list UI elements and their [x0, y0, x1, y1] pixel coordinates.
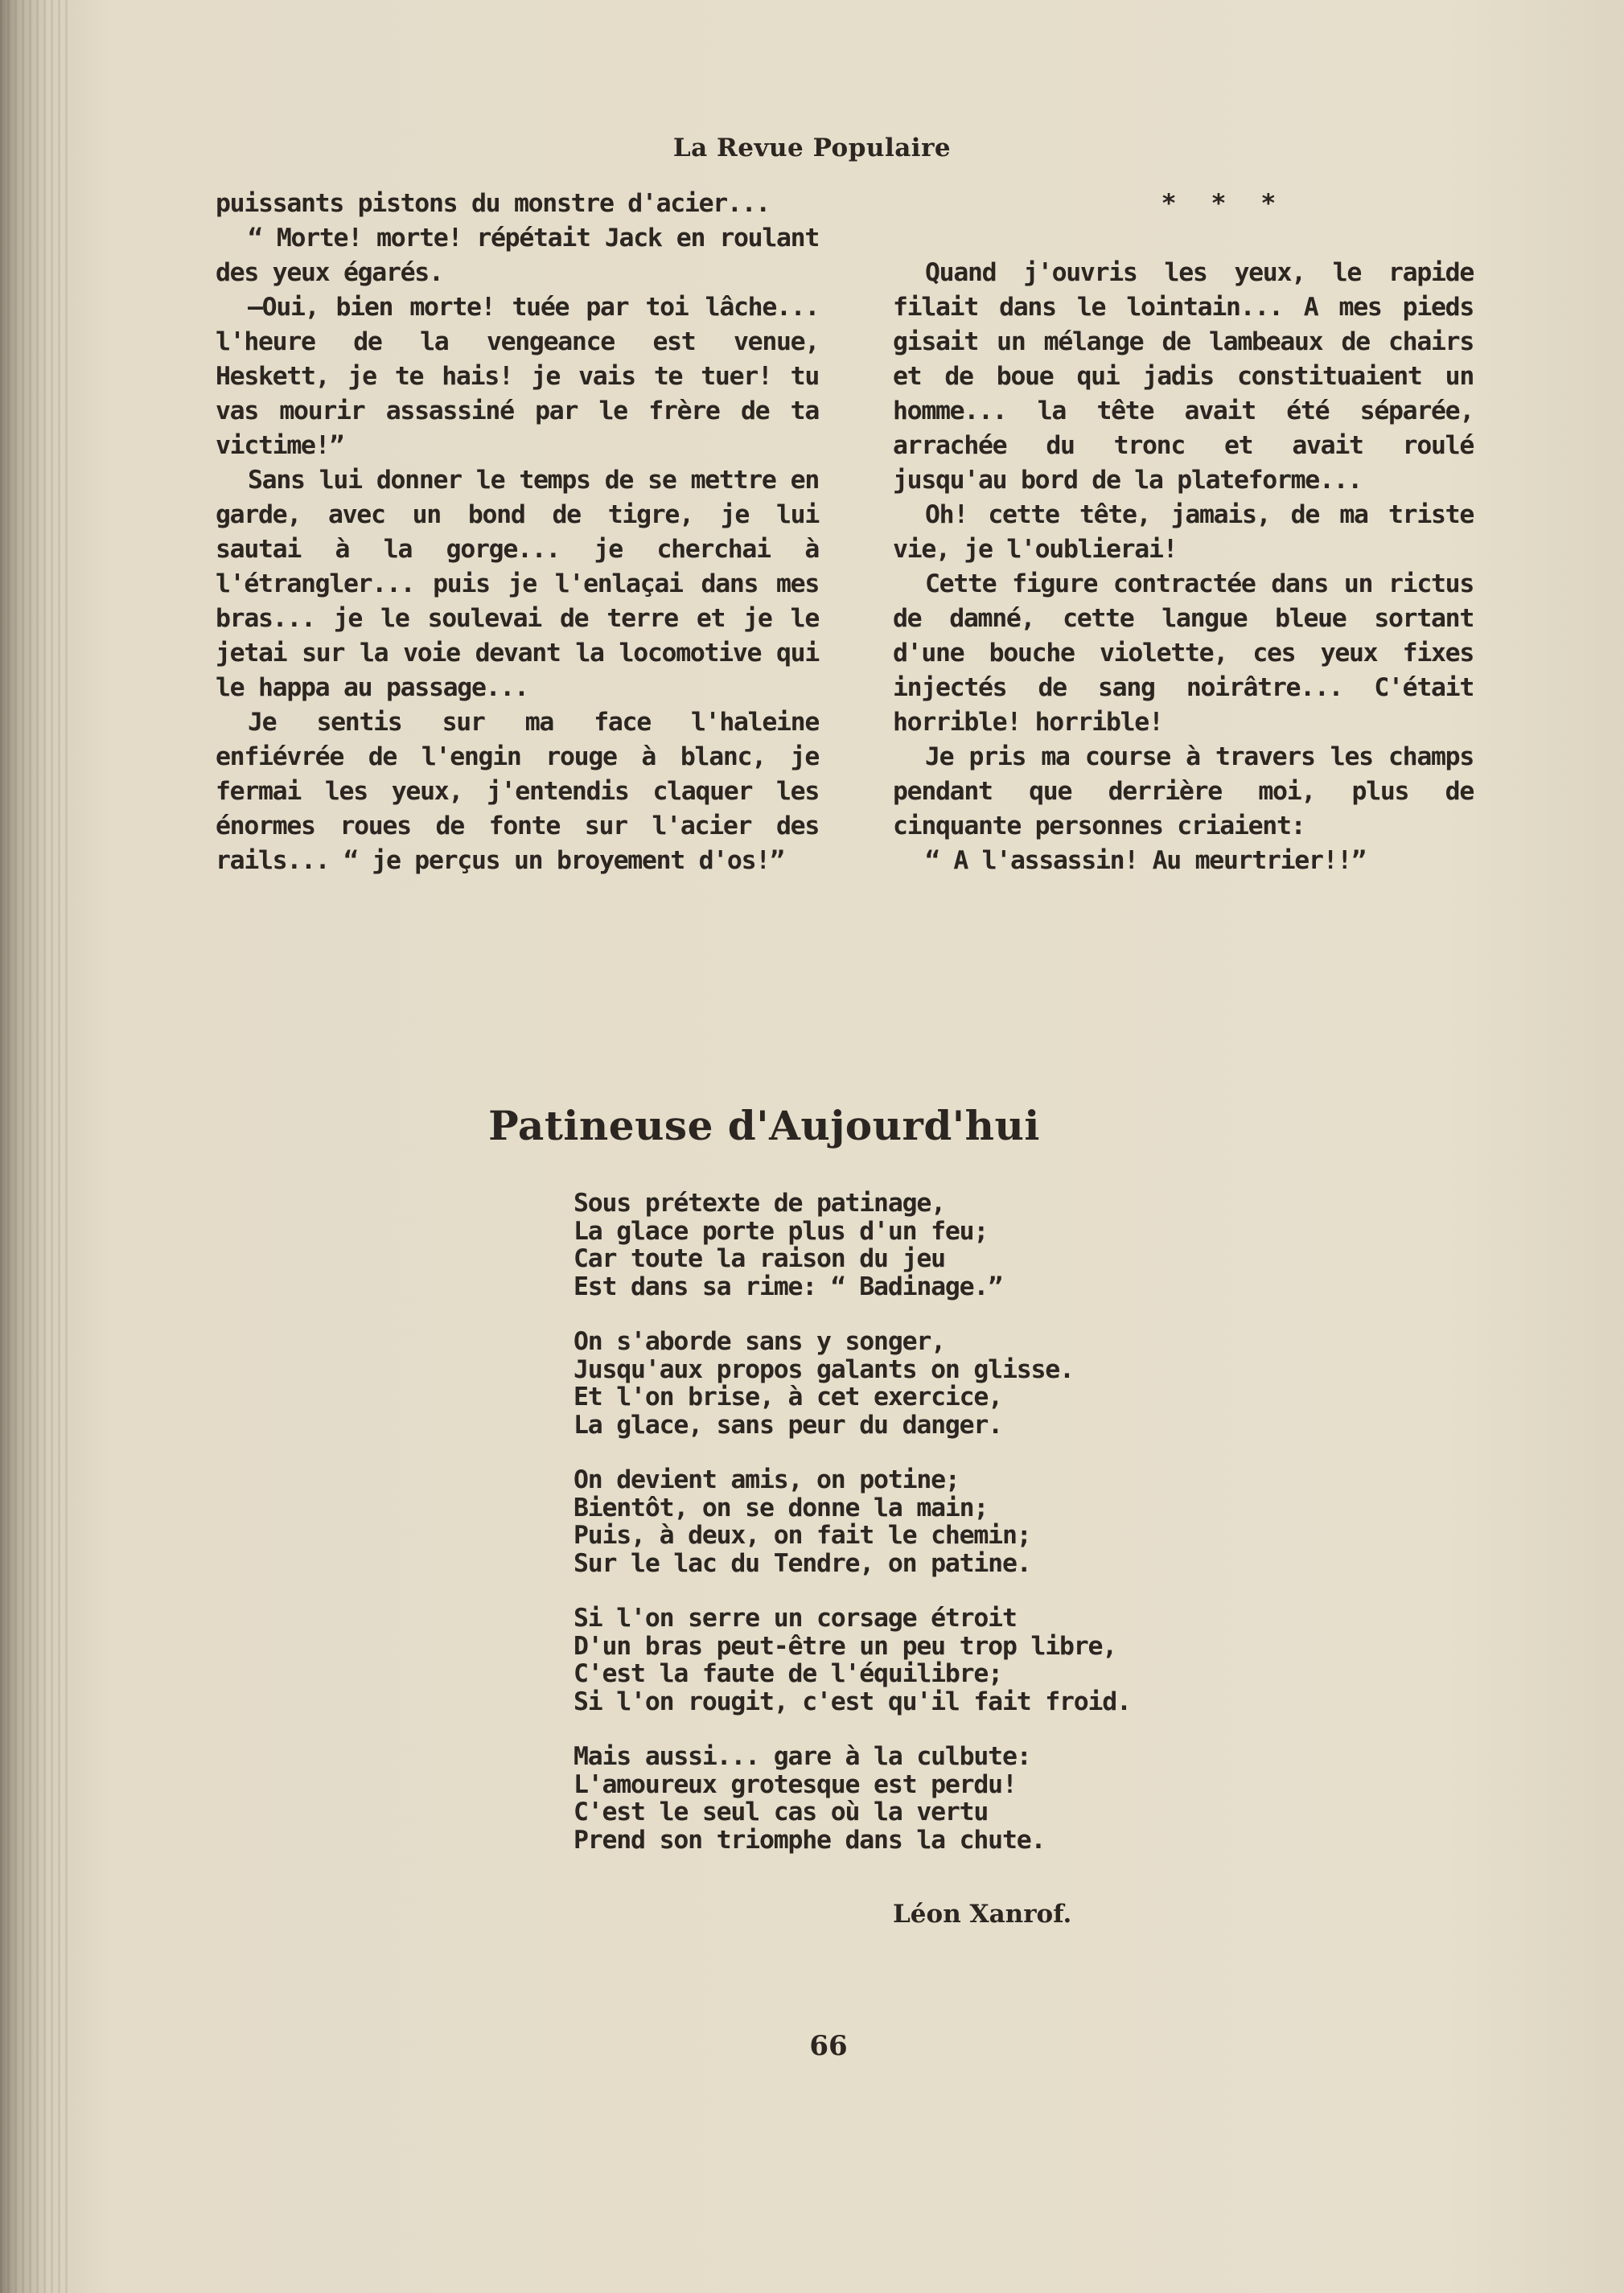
running-header: La Revue Populaire — [672, 134, 952, 162]
poem-line: Puis, à deux, on fait le chemin; — [574, 1521, 1031, 1550]
poem-stanza — [574, 1190, 1297, 1301]
paragraph: Cette figure contractée dans un rictus de damné, cette langue bleue sortant d'une bouche violette, ces yeux fixes injectés de sang noirâtre... C'était horrible! horrible! — [893, 569, 1474, 737]
poem-line: Bientôt, on se donne la main; — [574, 1493, 989, 1523]
poem-stanza — [574, 1605, 1297, 1716]
paragraph: Je pris ma course à travers les champs pendant que derrière moi, plus de cinquante personnes criaient: — [893, 742, 1474, 840]
page-number: 66 — [809, 2030, 848, 2062]
poem-line: C'est la faute de l'équilibre; — [574, 1659, 1002, 1688]
poem-author: Léon Xanrof. — [893, 1900, 1072, 1929]
poem-line: Si l'on rougit, c'est qu'il fait froid. — [574, 1687, 1131, 1716]
poem-line: Est dans sa rime: “ Badinage.” — [574, 1272, 1002, 1301]
poem-line: C'est le seul cas où la vertu — [574, 1798, 989, 1827]
poem — [574, 1190, 1297, 1881]
poem-line: On s'aborde sans y songer, — [574, 1327, 945, 1356]
poem-stanza — [574, 1328, 1297, 1439]
paragraph: —Oui, bien morte! tuée par toi lâche... l'heure de la vengeance est venue, Heskett, je te hais! je vais te tuer! tu vas mourir assassiné par le frère de ta victime!” — [216, 293, 819, 460]
paragraph: Quand j'ouvris les yeux, le rapide filait dans le lointain... A mes pieds gisait un mélange de lambeaux de chairs et de boue qui jadis constituaient un homme... la tête avait été séparée, arrachée du tronc et avait roulé jusqu'au bord de la plateforme... — [893, 258, 1474, 495]
poem-line: L'amoureux grotesque est perdu! — [574, 1769, 1017, 1799]
poem-line: La glace porte plus d'un feu; — [574, 1216, 989, 1246]
left-column — [216, 187, 819, 878]
poem-line: Si l'on serre un corsage étroit — [574, 1604, 1017, 1633]
section-separator: * * * — [1161, 189, 1286, 218]
paragraph: puissants pistons du monstre d'acier... — [216, 189, 770, 218]
poem-line: Sous prétexte de patinage, — [574, 1189, 945, 1218]
poem-line: Car toute la raison du jeu — [574, 1244, 945, 1273]
poem-line: Prend son triomphe dans la chute. — [574, 1825, 1046, 1855]
paragraph: “ Morte! morte! répétait Jack en roulant des yeux égarés. — [216, 224, 819, 287]
poem-line: On devient amis, on potine; — [574, 1465, 960, 1494]
poem-line: Jusqu'aux propos galants on glisse. — [574, 1354, 1074, 1384]
paragraph: Oh! cette tête, jamais, de ma triste vie, je l'oublierai! — [893, 500, 1474, 564]
poem-line: Mais aussi... gare à la culbute: — [574, 1742, 1031, 1771]
poem-line: D'un bras peut-être un peu trop libre, — [574, 1631, 1117, 1661]
paragraph: Sans lui donner le temps de se mettre en garde, avec un bond de tigre, je lui sautai à la gorge... je cherchai à l'étrangler... puis je l'enlaçai dans mes bras... je le soulevai de terre et je le jetai sur la voie devant la locomotive qui le happa au passage... — [216, 466, 819, 702]
paragraph: “ A l'assassin! Au meurtrier!!” — [925, 846, 1366, 875]
poem-line: Et l'on brise, à cet exercice, — [574, 1383, 1002, 1412]
poem-stanza — [574, 1743, 1297, 1854]
right-column — [893, 187, 1474, 878]
poem-line: Sur le lac du Tendre, on patine. — [574, 1548, 1031, 1578]
poem-line: La glace, sans peur du danger. — [574, 1410, 1002, 1440]
poem-title: Patineuse d'Aujourd'hui — [488, 1102, 1040, 1149]
poem-stanza — [574, 1466, 1297, 1577]
paragraph: Je sentis sur ma face l'haleine enfiévrée de l'engin rouge à blanc, je fermai les yeux, j'entendis claquer les énormes roues de fonte sur l'acier des rails... “ je perçus un broyement d'os!” — [216, 708, 819, 875]
